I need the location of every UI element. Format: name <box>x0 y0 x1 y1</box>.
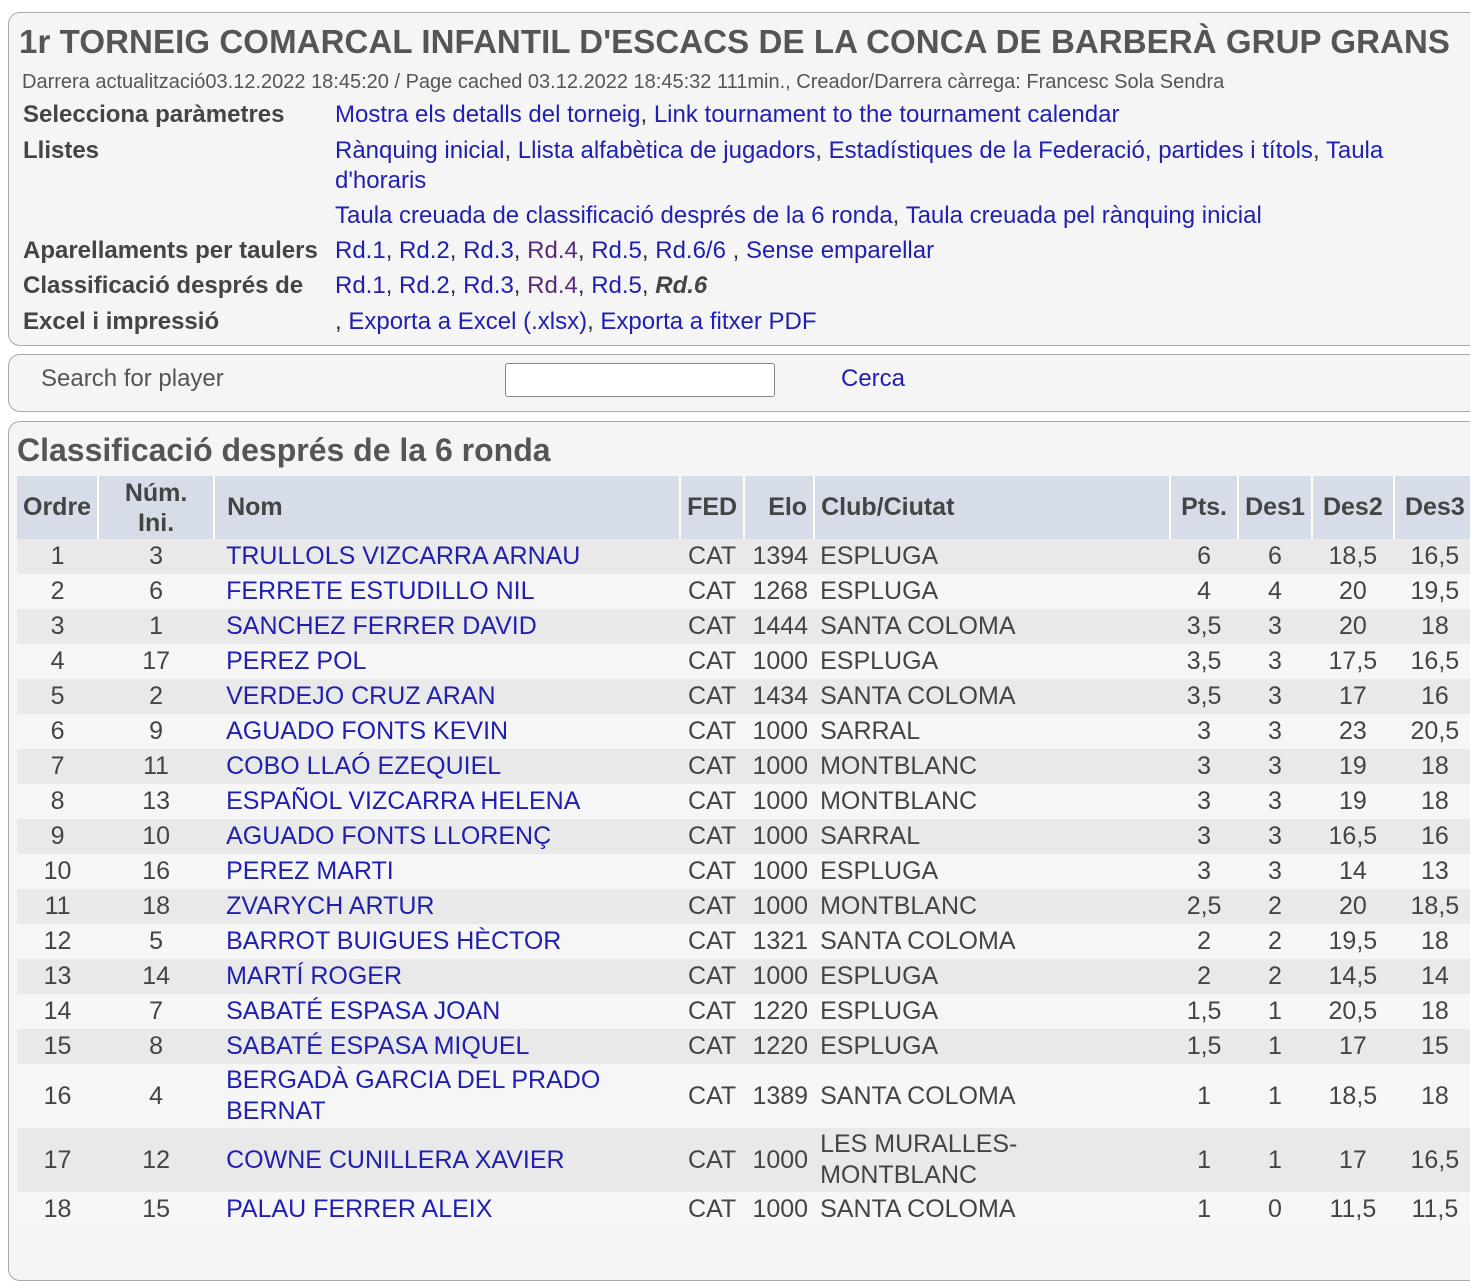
cell-club: ESPLUGA <box>814 574 1170 609</box>
cell-nom <box>214 714 680 749</box>
cell-fed: CAT <box>680 539 744 574</box>
cell-des2: 17 <box>1312 679 1394 714</box>
cell-des1: 3 <box>1238 749 1312 784</box>
cell-num-ini: 5 <box>98 924 214 959</box>
cell-elo: 1000 <box>744 1192 814 1227</box>
player-name-link[interactable]: FERRETE ESTUDILLO NIL <box>226 577 535 605</box>
cell-pts: 3 <box>1170 854 1238 889</box>
player-name-link[interactable]: TRULLOLS VIZCARRA ARNAU <box>226 542 581 570</box>
player-search-input[interactable] <box>505 363 775 397</box>
cell-pts: 3,5 <box>1170 609 1238 644</box>
cell-pts: 1,5 <box>1170 994 1238 1029</box>
cell-pts: 3 <box>1170 714 1238 749</box>
cell-fed: CAT <box>680 819 744 854</box>
cell-fed: CAT <box>680 679 744 714</box>
cell-pts: 3 <box>1170 819 1238 854</box>
cell-des2: 17,5 <box>1312 644 1394 679</box>
params-lists-label: Llistes <box>23 137 100 164</box>
cell-num-ini: 1 <box>98 609 214 644</box>
cell-num-ini: 13 <box>98 784 214 819</box>
col-ordre[interactable]: Ordre <box>17 476 98 539</box>
cell-club: MONTBLANC <box>814 749 1170 784</box>
cell-des3: 11,5 <box>1394 1192 1470 1227</box>
cell-club: ESPLUGA <box>814 539 1170 574</box>
cell-des1: 1 <box>1238 1064 1312 1128</box>
cell-ordre: 18 <box>17 1192 98 1227</box>
params-export-label: Excel i impressió <box>23 308 220 335</box>
player-name-link[interactable]: ESPAÑOL VIZCARRA HELENA <box>226 787 581 815</box>
player-name-link[interactable]: MARTÍ ROGER <box>226 962 403 990</box>
table-row <box>17 609 1470 644</box>
cell-pts: 2,5 <box>1170 889 1238 924</box>
cell-pts: 1 <box>1170 1192 1238 1227</box>
cell-nom <box>214 1192 680 1227</box>
params-pairings-label: Aparellaments per taulers <box>23 237 318 264</box>
export-pdf-link[interactable]: Exporta a fitxer PDF <box>600 308 817 335</box>
cell-club: ESPLUGA <box>814 644 1170 679</box>
cell-num-ini: 10 <box>98 819 214 854</box>
cell-des3: 18 <box>1394 1064 1470 1128</box>
cell-des1: 1 <box>1238 1029 1312 1064</box>
standings-panel <box>8 421 1470 1281</box>
pairings-round-3[interactable]: Rd.3 <box>463 237 514 264</box>
cell-num-ini: 14 <box>98 959 214 994</box>
cell-elo: 1444 <box>744 609 814 644</box>
table-row <box>17 644 1470 679</box>
player-name-link[interactable]: AGUADO FONTS LLORENÇ <box>226 822 552 850</box>
cell-des1: 3 <box>1238 644 1312 679</box>
federation-stats-link[interactable]: Estadístiques de la Federació, partides i títols <box>828 137 1313 164</box>
table-row <box>17 994 1470 1029</box>
tournament-info-panel: 1r TORNEIG COMARCAL INFANTIL D'ESCACS DE LA CONCA DE BARBERÀ GRUP GRANS Darrera actualització03.12.2022 18:45:20 / Page cached 03.12.2022 18:45:32 111min., Creador/Darrera càrrega: Francesc Sola Sendra Selecciona paràmetres Mostra els detalls del torneig, Link tournament to the tournament calendar Llistes Rànquing inicial, Llista alfabètica de jugadors, Estadístiques de la Federació, partides i títols, Taula d'horaris Taula creuada de classificació després de la 6 ronda, Taula creuada pel rànquing inicial Aparellaments per taulers Rd.1, Rd.2, Rd.3, Rd.4, Rd.5, Rd.6/6 , Sense emparellar Classificació després de Rd.1, Rd.2, Rd.3, Rd.4, Rd.5, Rd.6 Excel i impressió , Exporta a Excel (.xlsx), Exporta a fitxer PDF <box>8 12 1470 346</box>
col-fed[interactable]: FED <box>680 476 744 539</box>
cell-ordre: 11 <box>17 889 98 924</box>
cell-des1: 3 <box>1238 714 1312 749</box>
cell-des3: 16 <box>1394 819 1470 854</box>
cell-ordre: 14 <box>17 994 98 1029</box>
cell-des3: 18 <box>1394 609 1470 644</box>
pairings-round-6[interactable]: Rd.6/6 <box>655 237 726 264</box>
cell-des3: 16,5 <box>1394 539 1470 574</box>
cell-elo: 1000 <box>744 819 814 854</box>
search-button[interactable]: Cerca <box>841 365 906 392</box>
cell-num-ini: 6 <box>98 574 214 609</box>
cell-club: SANTA COLOMA <box>814 924 1170 959</box>
cell-fed: CAT <box>680 609 744 644</box>
standings-round-1[interactable]: Rd.1 <box>335 272 386 299</box>
cell-des2: 20 <box>1312 574 1394 609</box>
player-name-link[interactable]: COBO LLAÓ EZEQUIEL <box>226 752 502 780</box>
cell-ordre: 4 <box>17 644 98 679</box>
cell-num-ini: 8 <box>98 1029 214 1064</box>
cell-nom <box>214 994 680 1029</box>
cell-nom <box>214 644 680 679</box>
cell-pts: 3,5 <box>1170 679 1238 714</box>
cell-pts: 3 <box>1170 784 1238 819</box>
table-row <box>17 1029 1470 1064</box>
cell-fed: CAT <box>680 784 744 819</box>
cell-fed: CAT <box>680 1128 744 1192</box>
cell-fed: CAT <box>680 1029 744 1064</box>
cell-des3: 18 <box>1394 994 1470 1029</box>
cell-pts: 1,5 <box>1170 1029 1238 1064</box>
cell-club: ESPLUGA <box>814 959 1170 994</box>
cell-club: MONTBLANC <box>814 889 1170 924</box>
cell-nom <box>214 1029 680 1064</box>
cell-ordre: 15 <box>17 1029 98 1064</box>
standings-header-row <box>17 476 1470 539</box>
cell-ordre: 3 <box>17 609 98 644</box>
search-label: Search for player <box>41 365 224 392</box>
cell-ordre: 12 <box>17 924 98 959</box>
table-row <box>17 889 1470 924</box>
cell-des1: 3 <box>1238 609 1312 644</box>
cell-fed: CAT <box>680 749 744 784</box>
table-row <box>17 679 1470 714</box>
cell-des1: 4 <box>1238 574 1312 609</box>
cell-des3: 16,5 <box>1394 644 1470 679</box>
cell-ordre: 7 <box>17 749 98 784</box>
page-title: 1r TORNEIG COMARCAL INFANTIL D'ESCACS DE LA CONCA DE BARBERÀ GRUP GRANS <box>19 23 1450 60</box>
player-name-link[interactable]: ZVARYCH ARTUR <box>226 892 435 920</box>
cell-des3: 18 <box>1394 784 1470 819</box>
cell-num-ini: 7 <box>98 994 214 1029</box>
cell-pts: 3,5 <box>1170 644 1238 679</box>
cell-des1: 0 <box>1238 1192 1312 1227</box>
table-row <box>17 854 1470 889</box>
col-elo[interactable]: Elo <box>744 476 814 539</box>
cell-nom <box>214 1064 680 1128</box>
cell-pts: 2 <box>1170 924 1238 959</box>
table-row <box>17 574 1470 609</box>
cell-ordre: 8 <box>17 784 98 819</box>
cell-num-ini: 11 <box>98 749 214 784</box>
cell-ordre: 1 <box>17 539 98 574</box>
player-name-link[interactable]: COWNE CUNILLERA XAVIER <box>226 1145 565 1174</box>
cell-elo: 1000 <box>744 714 814 749</box>
cell-ordre: 16 <box>17 1064 98 1128</box>
col-nom[interactable]: Nom <box>214 476 680 539</box>
cell-club: SANTA COLOMA <box>814 609 1170 644</box>
pairings-round-1[interactable]: Rd.1 <box>335 237 386 264</box>
cell-elo: 1000 <box>744 749 814 784</box>
cell-num-ini: 12 <box>98 1128 214 1192</box>
schedule-link-continued[interactable]: d'horaris <box>335 167 427 194</box>
cell-nom <box>214 539 680 574</box>
player-name-link[interactable]: VERDEJO CRUZ ARAN <box>226 682 496 710</box>
col-club[interactable]: Club/Ciutat <box>814 476 1170 539</box>
table-row <box>17 819 1470 854</box>
col-num-ini[interactable]: Núm. Ini. <box>98 476 214 539</box>
cell-num-ini: 2 <box>98 679 214 714</box>
cell-elo: 1000 <box>744 959 814 994</box>
player-name-link[interactable]: AGUADO FONTS KEVIN <box>226 717 509 745</box>
standings-round-5[interactable]: Rd.5 <box>591 272 642 299</box>
cell-num-ini: 4 <box>98 1064 214 1128</box>
col-pts[interactable]: Pts. <box>1170 476 1238 539</box>
cell-des2: 17 <box>1312 1029 1394 1064</box>
params-standings-label: Classificació després de <box>23 272 304 299</box>
col-des2[interactable]: Des2 <box>1312 476 1394 539</box>
cell-des1: 3 <box>1238 854 1312 889</box>
cell-des2: 18,5 <box>1312 539 1394 574</box>
cell-club: LES MURALLES-MONTBLANC <box>814 1128 1170 1192</box>
cell-des3: 15 <box>1394 1029 1470 1064</box>
cell-des2: 19,5 <box>1312 924 1394 959</box>
cell-fed: CAT <box>680 1192 744 1227</box>
cell-fed: CAT <box>680 994 744 1029</box>
cell-nom <box>214 784 680 819</box>
player-name-link[interactable]: SABATÉ ESPASA MIQUEL <box>226 1032 530 1060</box>
table-row <box>17 924 1470 959</box>
cell-nom <box>214 959 680 994</box>
cell-club: SARRAL <box>814 819 1170 854</box>
player-name-link[interactable]: PEREZ POL <box>226 647 367 675</box>
cell-fed: CAT <box>680 924 744 959</box>
cell-num-ini: 3 <box>98 539 214 574</box>
cell-num-ini: 17 <box>98 644 214 679</box>
cell-des1: 2 <box>1238 924 1312 959</box>
cell-nom <box>214 574 680 609</box>
cell-club: SANTA COLOMA <box>814 679 1170 714</box>
cell-pts: 4 <box>1170 574 1238 609</box>
cell-fed: CAT <box>680 959 744 994</box>
cell-elo: 1394 <box>744 539 814 574</box>
cell-elo: 1268 <box>744 574 814 609</box>
cell-elo: 1000 <box>744 1128 814 1192</box>
cell-club: ESPLUGA <box>814 1029 1170 1064</box>
cell-elo: 1220 <box>744 994 814 1029</box>
cell-des3: 18,5 <box>1394 889 1470 924</box>
cell-ordre: 17 <box>17 1128 98 1192</box>
table-row <box>17 714 1470 749</box>
standings-title: Classificació després de la 6 ronda <box>17 432 551 468</box>
cell-ordre: 10 <box>17 854 98 889</box>
pairings-round-2[interactable]: Rd.2 <box>399 237 450 264</box>
cell-club: SANTA COLOMA <box>814 1192 1170 1227</box>
cell-des1: 2 <box>1238 889 1312 924</box>
cell-nom <box>214 1128 680 1192</box>
cell-des2: 14,5 <box>1312 959 1394 994</box>
cell-des2: 18,5 <box>1312 1064 1394 1128</box>
table-row <box>17 1128 1470 1192</box>
cell-des2: 20,5 <box>1312 994 1394 1029</box>
cell-elo: 1220 <box>744 1029 814 1064</box>
cell-fed: CAT <box>680 889 744 924</box>
player-name-link[interactable]: PEREZ MARTI <box>226 857 394 885</box>
cell-ordre: 5 <box>17 679 98 714</box>
cell-elo: 1389 <box>744 1064 814 1128</box>
cell-num-ini: 9 <box>98 714 214 749</box>
cell-club: ESPLUGA <box>814 854 1170 889</box>
cell-nom <box>214 609 680 644</box>
cell-des1: 1 <box>1238 994 1312 1029</box>
cell-des2: 11,5 <box>1312 1192 1394 1227</box>
params-select-label: Selecciona paràmetres <box>23 101 285 128</box>
cell-des1: 6 <box>1238 539 1312 574</box>
cell-num-ini: 16 <box>98 854 214 889</box>
cell-elo: 1321 <box>744 924 814 959</box>
cell-pts: 2 <box>1170 959 1238 994</box>
cell-club: SARRAL <box>814 714 1170 749</box>
cell-des1: 1 <box>1238 1128 1312 1192</box>
cell-des3: 18 <box>1394 924 1470 959</box>
standings-table <box>17 476 1470 1227</box>
cell-ordre: 2 <box>17 574 98 609</box>
export-excel-link[interactable]: Exporta a Excel (.xlsx) <box>348 308 588 335</box>
cell-des2: 23 <box>1312 714 1394 749</box>
table-row <box>17 1192 1470 1227</box>
standings-round-2[interactable]: Rd.2 <box>399 272 450 299</box>
cell-des3: 19,5 <box>1394 574 1470 609</box>
standings-round-3[interactable]: Rd.3 <box>463 272 514 299</box>
cell-des3: 16,5 <box>1394 1128 1470 1192</box>
cell-des3: 14 <box>1394 959 1470 994</box>
cell-fed: CAT <box>680 644 744 679</box>
cell-nom <box>214 679 680 714</box>
cell-des1: 3 <box>1238 784 1312 819</box>
unpaired-link[interactable]: Sense emparellar <box>745 237 935 264</box>
cell-pts: 1 <box>1170 1128 1238 1192</box>
cell-pts: 1 <box>1170 1064 1238 1128</box>
cell-fed: CAT <box>680 854 744 889</box>
cell-club: ESPLUGA <box>814 994 1170 1029</box>
cell-num-ini: 18 <box>98 889 214 924</box>
cell-elo: 1434 <box>744 679 814 714</box>
col-des3[interactable]: Des3 <box>1394 476 1470 539</box>
table-row <box>17 539 1470 574</box>
cell-num-ini: 15 <box>98 1192 214 1227</box>
standings-current-round: Rd.6 <box>655 272 708 299</box>
cell-elo: 1000 <box>744 644 814 679</box>
cell-club: MONTBLANC <box>814 784 1170 819</box>
crosstable-initial-link[interactable]: Taula creuada pel rànquing inicial <box>905 202 1262 229</box>
tournament-calendar-link[interactable]: Link tournament to the tournament calendar <box>653 101 1120 128</box>
cell-nom <box>214 819 680 854</box>
cell-ordre: 9 <box>17 819 98 854</box>
cell-elo: 1000 <box>744 854 814 889</box>
cell-club: SANTA COLOMA <box>814 1064 1170 1128</box>
cell-des2: 16,5 <box>1312 819 1394 854</box>
alphabetical-list-link[interactable]: Llista alfabètica de jugadors <box>517 137 816 164</box>
cell-des2: 17 <box>1312 1128 1394 1192</box>
cell-des1: 3 <box>1238 819 1312 854</box>
pairings-round-4[interactable]: Rd.4 <box>527 237 578 264</box>
pairings-round-5[interactable]: Rd.5 <box>591 237 642 264</box>
cell-nom <box>214 854 680 889</box>
cell-nom <box>214 749 680 784</box>
cell-des1: 3 <box>1238 679 1312 714</box>
table-row <box>17 1064 1470 1128</box>
cell-nom <box>214 924 680 959</box>
cell-fed: CAT <box>680 1064 744 1128</box>
crosstable-standings-link[interactable]: Taula creuada de classificació després de la 6 ronda <box>335 202 893 229</box>
cell-des1: 2 <box>1238 959 1312 994</box>
cell-pts: 3 <box>1170 749 1238 784</box>
cell-pts: 6 <box>1170 539 1238 574</box>
cell-des3: 20,5 <box>1394 714 1470 749</box>
player-name-link[interactable]: PALAU FERRER ALEIX <box>226 1195 493 1223</box>
last-update-meta: Darrera actualització03.12.2022 18:45:20 / Page cached 03.12.2022 18:45:32 111min., Creador/Darrera càrrega: Francesc Sola Sendra <box>22 71 1225 93</box>
table-row <box>17 749 1470 784</box>
col-des1[interactable]: Des1 <box>1238 476 1312 539</box>
cell-elo: 1000 <box>744 784 814 819</box>
cell-des2: 14 <box>1312 854 1394 889</box>
cell-ordre: 6 <box>17 714 98 749</box>
table-row <box>17 784 1470 819</box>
player-name-link[interactable]: BERGADÀ GARCIA DEL PRADO BERNAT <box>226 1066 601 1125</box>
player-name-link[interactable]: SANCHEZ FERRER DAVID <box>226 612 537 640</box>
cell-des3: 13 <box>1394 854 1470 889</box>
initial-ranking-link[interactable]: Rànquing inicial <box>335 137 505 164</box>
player-name-link[interactable]: SABATÉ ESPASA JOAN <box>226 997 501 1025</box>
cell-ordre: 13 <box>17 959 98 994</box>
cell-des3: 16 <box>1394 679 1470 714</box>
cell-fed: CAT <box>680 714 744 749</box>
cell-des3: 18 <box>1394 749 1470 784</box>
tournament-details-link[interactable]: Mostra els detalls del torneig <box>335 101 641 128</box>
schedule-link[interactable]: Taula <box>1325 137 1384 164</box>
cell-des2: 20 <box>1312 889 1394 924</box>
standings-round-4[interactable]: Rd.4 <box>527 272 578 299</box>
cell-fed: CAT <box>680 574 744 609</box>
table-row <box>17 959 1470 994</box>
cell-nom <box>214 889 680 924</box>
player-search-panel <box>8 354 1470 412</box>
cell-des2: 20 <box>1312 609 1394 644</box>
cell-des2: 19 <box>1312 784 1394 819</box>
player-name-link[interactable]: BARROT BUIGUES HÈCTOR <box>226 927 562 955</box>
cell-des2: 19 <box>1312 749 1394 784</box>
cell-elo: 1000 <box>744 889 814 924</box>
